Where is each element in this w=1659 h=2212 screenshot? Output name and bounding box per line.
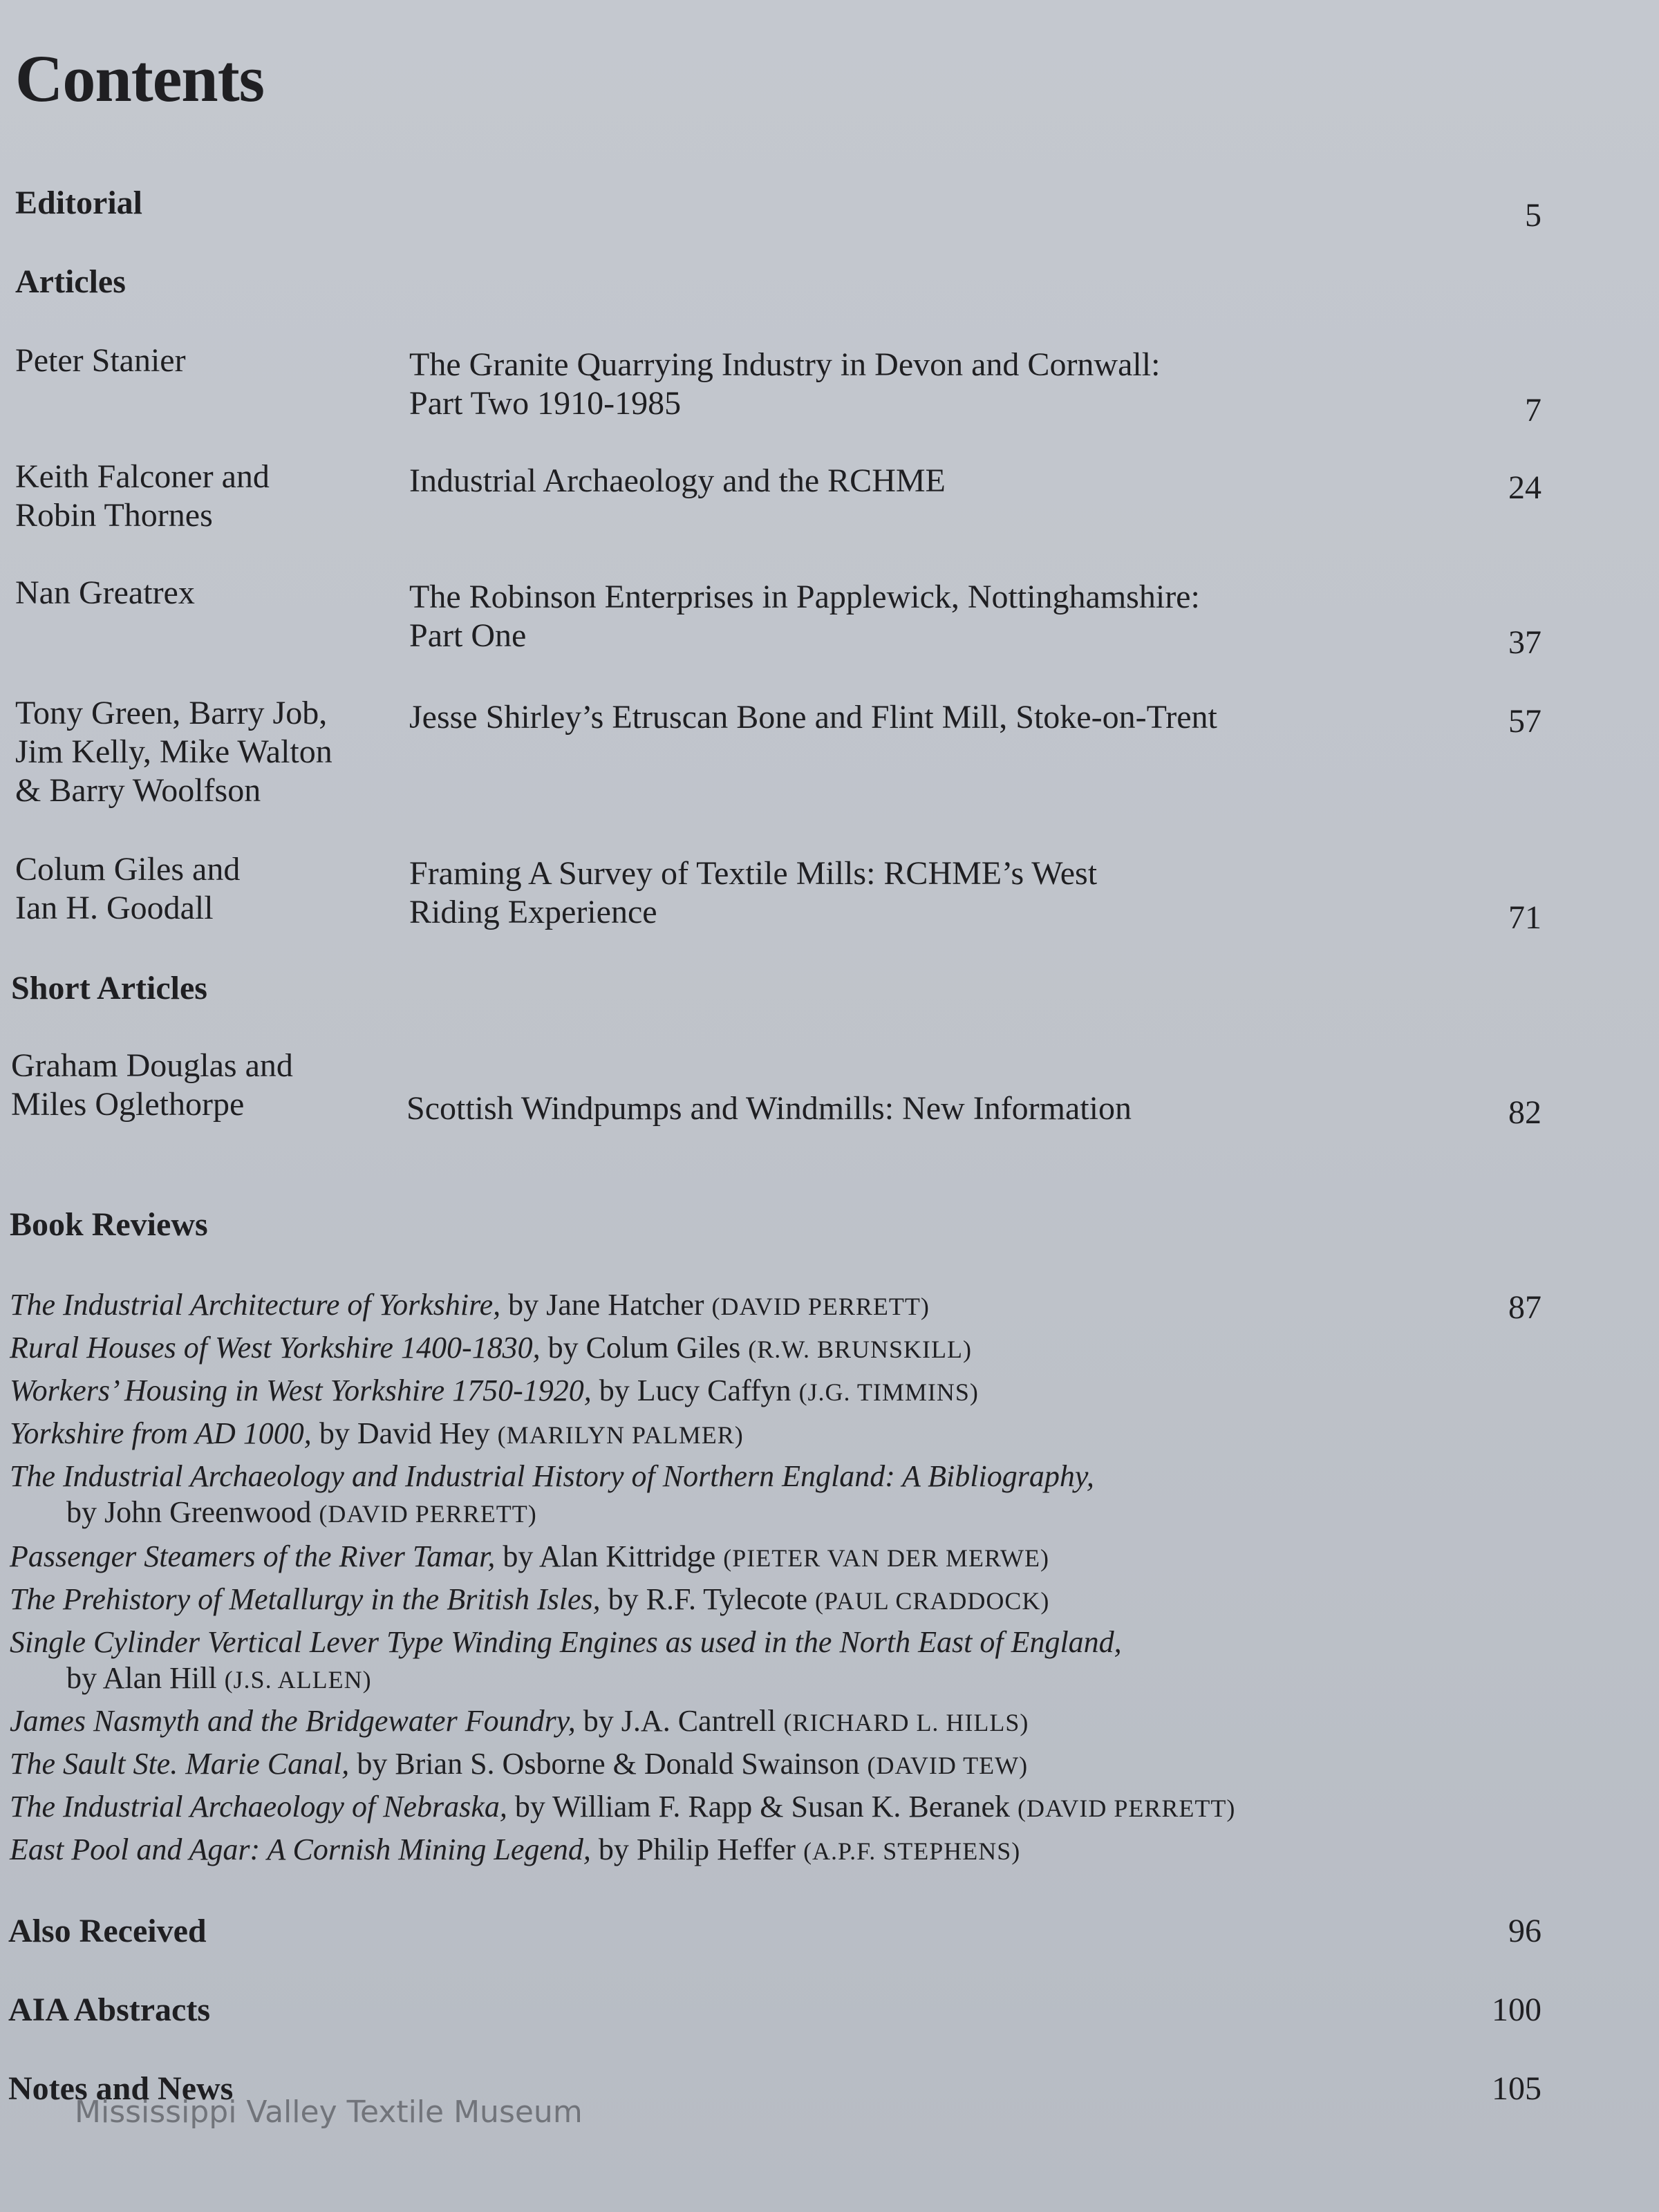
article-author: Colum Giles and Ian H. Goodall <box>15 851 241 926</box>
book-review-entry: Passenger Steamers of the River Tamar, by Alan Kittridge (PIETER VAN DER MERWE) <box>10 1539 1049 1573</box>
article-title: Framing A Survey of Textile Mills: RCHME’s West Riding Experience <box>409 855 1098 930</box>
aia-abstracts-page: 100 <box>1492 1991 1541 2028</box>
article-author: Tony Green, Barry Job, Jim Kelly, Mike Walton & Barry Woolfson <box>15 695 332 809</box>
article-title: Industrial Archaeology and the RCHME <box>409 462 946 499</box>
book-review-entry: Workers’ Housing in West Yorkshire 1750-1920, by Lucy Caffyn (J.G. TIMMINS) <box>10 1374 979 1407</box>
editorial-heading: Editorial <box>15 185 143 221</box>
book-review-entry: Rural Houses of West Yorkshire 1400-1830, by Colum Giles (R.W. BRUNSKILL) <box>10 1331 972 1365</box>
article-author: Nan Greatrex <box>15 574 195 611</box>
article-page: 24 <box>1508 469 1541 506</box>
article-page: 37 <box>1508 624 1541 661</box>
short-article-author: Graham Douglas and Miles Oglethorpe <box>11 1047 293 1123</box>
book-reviews-page: 87 <box>1508 1289 1541 1326</box>
notes-and-news-heading: Notes and News <box>8 2070 234 2107</box>
article-author: Peter Stanier <box>15 342 186 379</box>
also-received-page: 96 <box>1508 1913 1541 1949</box>
watermark: Mississippi Valley Textile Museum <box>75 2094 583 2130</box>
book-review-entry: Single Cylinder Vertical Lever Type Winding Engines as used in the North East of England, by Alan Hill (J.S. ALLEN) <box>10 1625 1122 1695</box>
short-article-page: 82 <box>1508 1094 1541 1131</box>
book-review-entry: The Industrial Architecture of Yorkshire, by Jane Hatcher (DAVID PERRETT) <box>10 1288 930 1322</box>
short-article-title: Scottish Windpumps and Windmills: New Information <box>406 1090 1132 1127</box>
articles-heading: Articles <box>15 263 126 300</box>
also-received-heading: Also Received <box>8 1913 207 1949</box>
notes-and-news-page: 105 <box>1492 2070 1541 2107</box>
short-articles-heading: Short Articles <box>11 970 207 1006</box>
article-title: Jesse Shirley’s Etruscan Bone and Flint Mill, Stoke-on-Trent <box>409 699 1217 735</box>
book-review-entry: The Sault Ste. Marie Canal, by Brian S. Osborne & Donald Swainson (DAVID TEW) <box>10 1747 1029 1781</box>
article-page: 57 <box>1508 703 1541 740</box>
article-title: The Robinson Enterprises in Papplewick, Nottinghamshire: Part One <box>409 579 1200 654</box>
article-page: 71 <box>1508 899 1541 936</box>
article-author: Keith Falconer and Robin Thornes <box>15 458 270 534</box>
aia-abstracts-heading: AIA Abstracts <box>8 1991 211 2028</box>
article-page: 7 <box>1525 392 1541 429</box>
book-review-entry: James Nasmyth and the Bridgewater Foundry, by J.A. Cantrell (RICHARD L. HILLS) <box>10 1704 1029 1738</box>
book-review-entry: East Pool and Agar: A Cornish Mining Legend, by Philip Heffer (A.P.F. STEPHENS) <box>10 1833 1021 1866</box>
book-review-entry: Yorkshire from AD 1000, by David Hey (MARILYN PALMER) <box>10 1416 744 1450</box>
book-review-entry: The Industrial Archaeology and Industrial History of Northern England: A Bibliography, by John Greenwood (DAVID PERRETT) <box>10 1459 1094 1529</box>
article-title: The Granite Quarrying Industry in Devon and Cornwall: Part Two 1910-1985 <box>409 346 1161 422</box>
page-title: Contents <box>15 41 265 115</box>
book-review-entry: The Industrial Archaeology of Nebraska, by William F. Rapp & Susan K. Beranek (DAVID PERRETT) <box>10 1790 1236 1824</box>
book-reviews-heading: Book Reviews <box>10 1206 208 1243</box>
editorial-page: 5 <box>1525 197 1541 234</box>
book-review-entry: The Prehistory of Metallurgy in the British Isles, by R.F. Tylecote (PAUL CRADDOCK) <box>10 1582 1050 1616</box>
